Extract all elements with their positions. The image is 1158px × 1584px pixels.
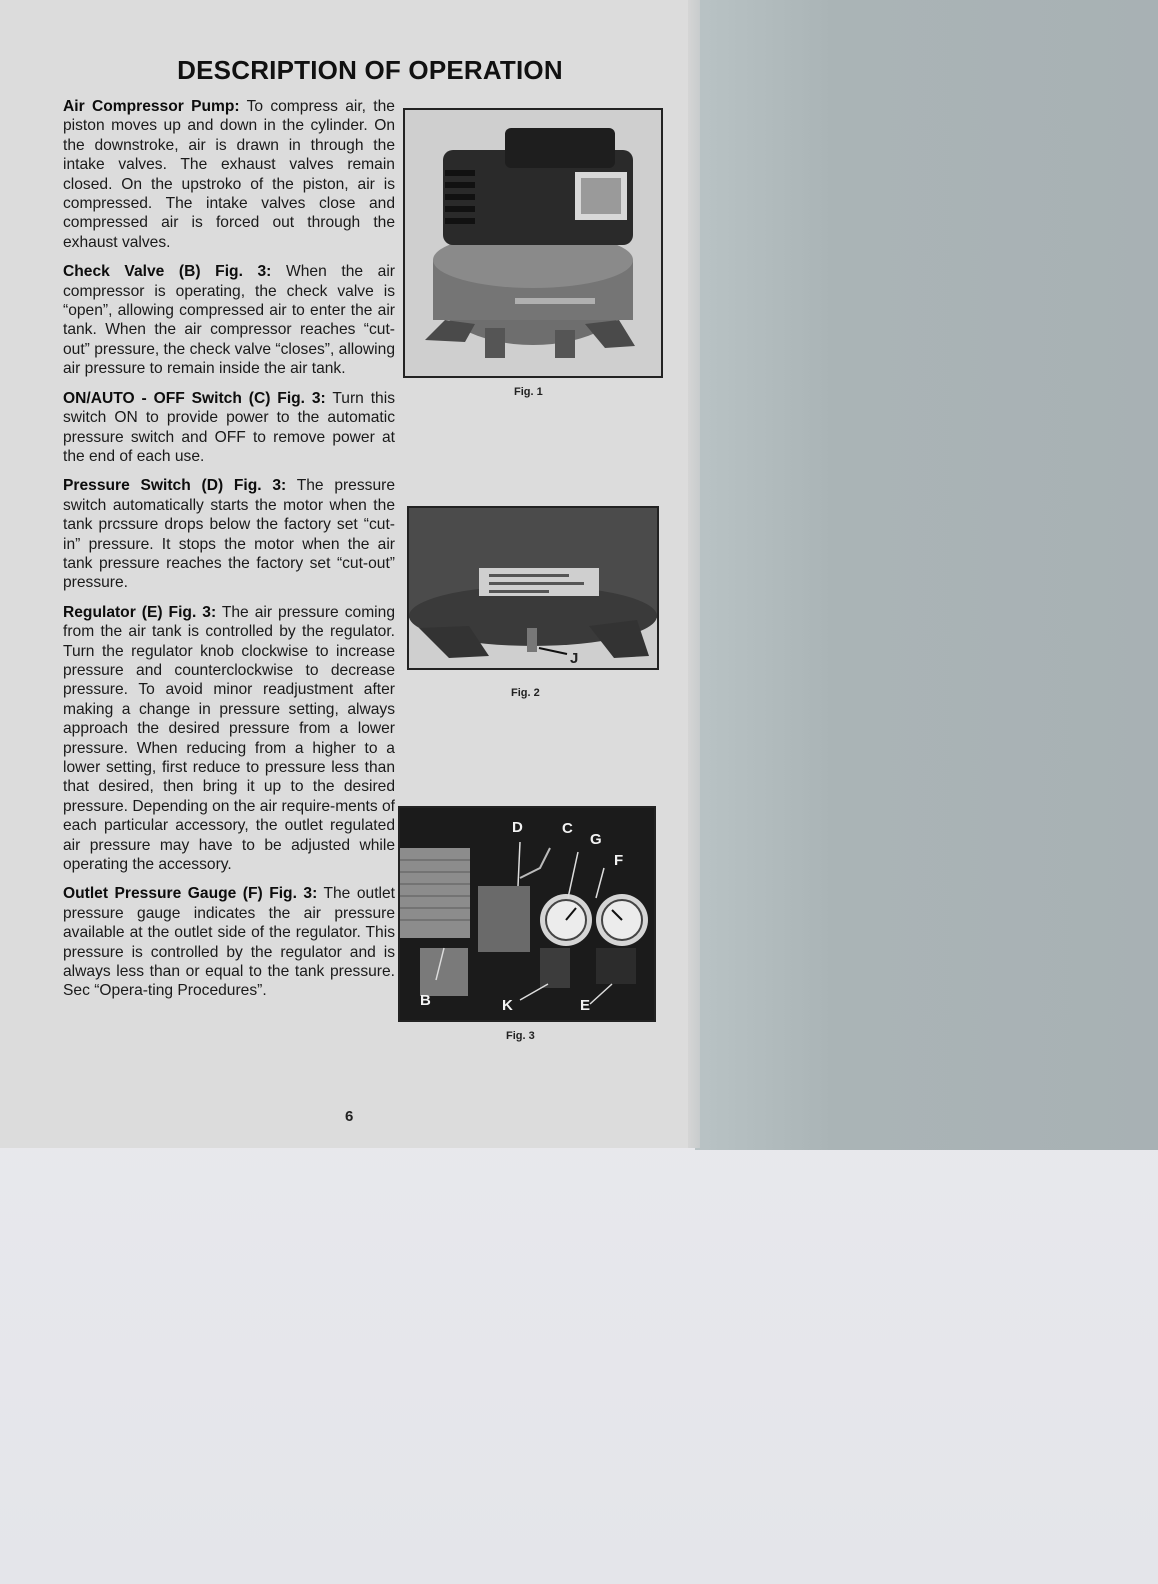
section-body: When the air compressor is operating, the check valve is “open”, allowing compressed air to enter the air tank. When the air compressor reaches “cut-out” pressure, the check valve “closes”, allowing air pressure to remain inside the air tank. <box>63 263 395 378</box>
callout-d: D <box>512 819 523 836</box>
callout-k: K <box>502 997 513 1014</box>
section-body: The pressure switch automatically starts the motor when the tank prcssure drops below the factory set “cut-in” pressure. It stops the motor when the air tank pressure reaches the factory set “cut-out” pressure. <box>63 477 395 592</box>
section-regulator <box>63 603 395 875</box>
section-on-auto-off-switch <box>63 389 395 467</box>
section-body: To compress air, the piston moves up and down in the cylinder. On the downstroke, air is drawn in through the intake valves. The exhaust valves remain closed. On the upstroko of the piston, air is compressed. The intake valves close and compressed air is forced out through the exhaust valves. <box>63 98 395 251</box>
figure-1-photo <box>403 108 663 378</box>
page-number: 6 <box>345 1108 354 1125</box>
section-body: Turn this switch ON to provide power to the automatic pressure switch and OFF to remove power at the end of each use. <box>63 389 395 465</box>
section-outlet-pressure-gauge <box>63 884 395 1000</box>
callout-b: B <box>420 992 431 1009</box>
callout-j: J <box>570 650 579 667</box>
section-heading: Regulator (E) Fig. 3: <box>63 603 217 621</box>
section-body: The air pressure coming from the air tank is controlled by the regulator. Turn the regulator knob clockwise to increase pressure and counterclockwise to decrease pressure. To avoid minor readjustment after making a change in pressure setting, always approach the desired pressure from a lower pressure. When reducing from a higher to a lower setting, first reduce to pressure less than that desired, then bring it up to the desired pressure. Depending on the air require-ments of each particular accessory, the outlet regulated air pressure may have to be adjusted while operating the accessory. <box>63 603 395 874</box>
section-air-compressor-pump <box>63 97 395 252</box>
section-check-valve <box>63 262 395 378</box>
section-heading: ON/AUTO - OFF Switch (C) Fig. 3: <box>63 389 326 407</box>
figure-1-caption: Fig. 1 <box>514 386 543 398</box>
manual-page <box>0 0 697 1148</box>
section-heading: Check Valve (B) Fig. 3: <box>63 263 272 281</box>
figure-3-caption: Fig. 3 <box>506 1030 535 1042</box>
scanner-side-band <box>695 0 1158 1150</box>
section-heading: Air Compressor Pump: <box>63 98 240 115</box>
callout-e: E <box>580 997 591 1014</box>
section-heading: Outlet Pressure Gauge (F) Fig. 3: <box>63 885 318 903</box>
callout-g: G <box>590 831 602 848</box>
page-title: DESCRIPTION OF OPERATION <box>177 55 563 85</box>
figure-3-photo <box>398 806 656 1022</box>
section-body: The outlet pressure gauge indicates the air pressure available at the outlet side of the regulator. This pressure is controlled by the regulator and is always less than or equal to the tank pressure. Sec “Opera-ting Procedures”. <box>63 885 395 1000</box>
text-column <box>63 97 395 1011</box>
figure-2-caption: Fig. 2 <box>511 687 540 699</box>
section-heading: Pressure Switch (D) Fig. 3: <box>63 477 287 495</box>
section-pressure-switch <box>63 476 395 592</box>
callout-f: F <box>614 852 624 869</box>
figure-2-photo <box>407 506 659 670</box>
callout-c: C <box>562 820 573 837</box>
page-edge <box>688 0 700 1148</box>
